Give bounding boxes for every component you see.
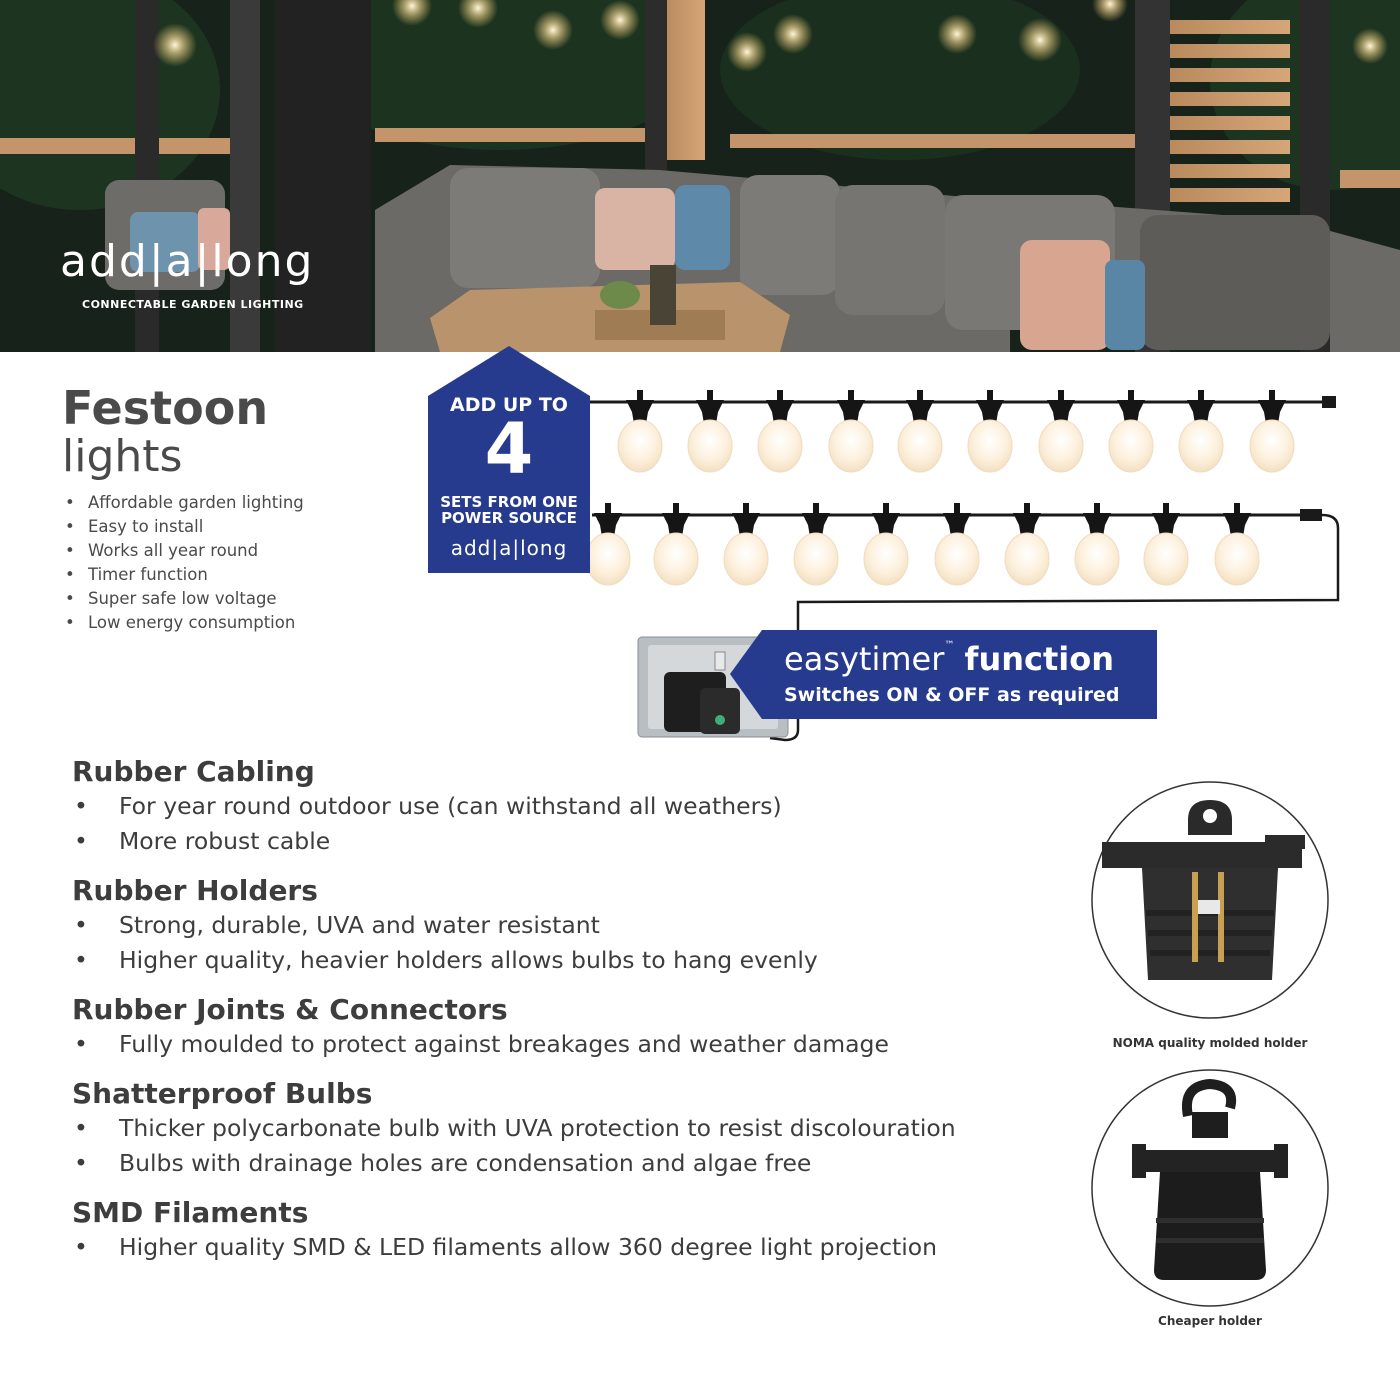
light-bulb-icon xyxy=(1005,533,1049,585)
light-bulb-icon xyxy=(618,420,662,472)
bulb-hook-icon xyxy=(954,503,960,513)
light-bulb-icon xyxy=(968,420,1012,472)
light-bulb-icon xyxy=(1039,420,1083,472)
light-bulb-icon xyxy=(1075,533,1119,585)
light-bulb-icon xyxy=(898,420,942,472)
badge-top-text: ADD UP TO xyxy=(450,394,568,416)
timer-title-light: easytimer xyxy=(784,640,945,678)
trademark-symbol: ™ xyxy=(944,640,955,651)
intro-bullet: • Works all year round xyxy=(62,539,422,563)
light-bulb-icon xyxy=(1144,533,1188,585)
bulb-hook-icon xyxy=(1234,503,1240,513)
badge-line-2: POWER SOURCE xyxy=(441,509,577,527)
add-up-badge xyxy=(428,346,590,573)
bulb-hook-icon xyxy=(777,390,783,400)
bulb-hook-icon xyxy=(1094,503,1100,513)
timer-title-bold: function xyxy=(964,640,1115,678)
intro-bullet: • Low energy consumption xyxy=(62,611,422,635)
light-bulb-icon xyxy=(829,420,873,472)
brand-tagline: CONNECTABLE GARDEN LIGHTING xyxy=(82,298,304,311)
feature-bullet: • For year round outdoor use (can withstand all weathers) xyxy=(72,789,1072,824)
feature-smd-filaments xyxy=(72,1196,1072,1265)
light-bulb-icon xyxy=(1215,533,1259,585)
feature-heading: Shatterproof Bulbs xyxy=(72,1077,373,1110)
bulb-hook-icon xyxy=(707,390,713,400)
feature-heading: Rubber Holders xyxy=(72,874,318,907)
timer-title xyxy=(784,640,1114,678)
feature-heading: Rubber Cabling xyxy=(72,755,315,788)
timer-subtitle: Switches ON & OFF as required xyxy=(784,684,1120,706)
feature-shatterproof-bulbs xyxy=(72,1077,1072,1181)
feature-rubber-joints xyxy=(72,993,1072,1062)
light-bulb-icon xyxy=(688,420,732,472)
intro-subtitle: lights xyxy=(62,431,183,482)
bulb-hook-icon xyxy=(1269,390,1275,400)
feature-bullet: • Strong, durable, UVA and water resistant xyxy=(72,908,1072,943)
feature-bullet: • Thicker polycarbonate bulb with UVA protection to resist discolouration xyxy=(72,1111,1072,1146)
light-bulb-icon xyxy=(864,533,908,585)
intro-bullet: • Easy to install xyxy=(62,515,422,539)
light-bulb-icon xyxy=(724,533,768,585)
bulb-hook-icon xyxy=(1128,390,1134,400)
bulb-hook-icon xyxy=(743,503,749,513)
badge-middle-text xyxy=(428,494,590,526)
feature-rubber-cabling xyxy=(72,755,1072,859)
cheap-holder-caption: Cheaper holder xyxy=(1158,1314,1262,1328)
bulb-hook-icon xyxy=(848,390,854,400)
bulb-hook-icon xyxy=(917,390,923,400)
cheap-holder-image xyxy=(1090,1068,1330,1308)
feature-bullet: • Fully moulded to protect against breakages and weather damage xyxy=(72,1027,1072,1062)
feature-list xyxy=(72,755,1072,1280)
badge-line-1: SETS FROM ONE xyxy=(440,493,578,511)
bulb-hook-icon xyxy=(987,390,993,400)
light-bulb-icon xyxy=(586,533,630,585)
intro-title: Festoon xyxy=(62,381,269,435)
bulb-hook-icon xyxy=(1024,503,1030,513)
intro-bullet: • Timer function xyxy=(62,563,422,587)
feature-bullet: • Higher quality SMD & LED filaments allow 360 degree light projection xyxy=(72,1230,1072,1265)
light-bulb-icon xyxy=(1179,420,1223,472)
bulb-hook-icon xyxy=(1058,390,1064,400)
feature-bullet: • Bulbs with drainage holes are condensation and algae free xyxy=(72,1146,1072,1181)
light-bulb-icon xyxy=(794,533,838,585)
quality-holder-caption: NOMA quality molded holder xyxy=(1112,1036,1308,1050)
light-bulb-icon xyxy=(1109,420,1153,472)
intro-bullet: • Super safe low voltage xyxy=(62,587,422,611)
light-bulb-icon xyxy=(1250,420,1294,472)
feature-bullet: • More robust cable xyxy=(72,824,1072,859)
easytimer-banner xyxy=(730,630,1157,719)
bulb-hook-icon xyxy=(637,390,643,400)
bulb-hook-icon xyxy=(1198,390,1204,400)
feature-heading: SMD Filaments xyxy=(72,1196,309,1229)
bulb-hook-icon xyxy=(813,503,819,513)
bulb-hook-icon xyxy=(1163,503,1169,513)
bulb-hook-icon xyxy=(605,503,611,513)
intro-bullet: • Affordable garden lighting xyxy=(62,491,422,515)
feature-heading: Rubber Joints & Connectors xyxy=(72,993,508,1026)
feature-bullet: • Higher quality, heavier holders allows bulbs to hang evenly xyxy=(72,943,1072,978)
light-bulb-icon xyxy=(654,533,698,585)
quality-holder-image xyxy=(1090,780,1330,1020)
light-bulb-icon xyxy=(758,420,802,472)
bulb-hook-icon xyxy=(673,503,679,513)
light-bulb-icon xyxy=(935,533,979,585)
badge-logo: add|a|long xyxy=(450,536,568,560)
bulb-hook-icon xyxy=(883,503,889,513)
brand-logo-text: add|a|long xyxy=(60,236,315,287)
feature-rubber-holders xyxy=(72,874,1072,978)
badge-number: 4 xyxy=(484,408,534,490)
